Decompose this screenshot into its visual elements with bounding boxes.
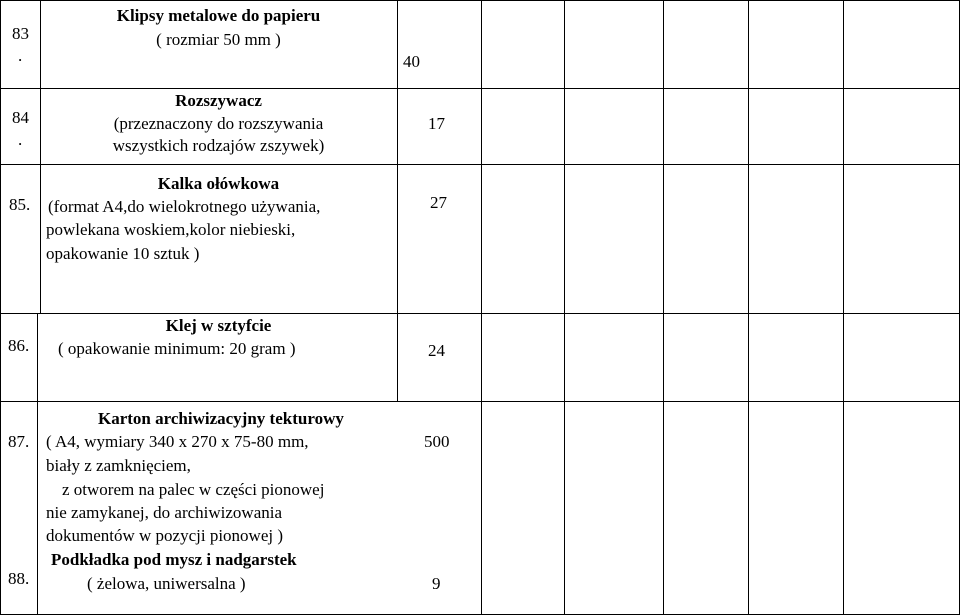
row-divider bbox=[0, 164, 960, 165]
item-description: powlekana woskiem,kolor niebieski, bbox=[46, 220, 296, 239]
item-description: opakowanie 10 sztuk ) bbox=[46, 244, 200, 263]
item-description: nie zamykanej, do archiwizowania bbox=[46, 503, 283, 522]
row-divider bbox=[0, 313, 960, 314]
item-quantity: 27 bbox=[430, 193, 447, 212]
item-description: ( opakowanie minimum: 20 gram ) bbox=[58, 339, 296, 358]
item-description: ( żelowa, uniwersalna ) bbox=[87, 574, 246, 593]
column-divider bbox=[481, 0, 482, 313]
column-divider bbox=[843, 0, 844, 313]
item-name: Podkładka pod mysz i nadgarstek bbox=[51, 550, 297, 569]
item-description: (przeznaczony do rozszywania bbox=[113, 114, 324, 133]
column-divider bbox=[481, 313, 482, 614]
item-name: Karton archiwizacyjny tekturowy bbox=[98, 409, 344, 428]
column-divider bbox=[564, 313, 565, 614]
column-divider bbox=[564, 0, 565, 313]
row-number-dot: . bbox=[18, 46, 23, 65]
column-divider bbox=[663, 0, 664, 313]
item-name: Klipsy metalowe do papieru bbox=[116, 6, 321, 25]
item-name: Kalka ołówkowa bbox=[157, 174, 280, 193]
row-number: 83 bbox=[12, 24, 29, 43]
row-divider bbox=[0, 0, 960, 1]
row-number: 88. bbox=[8, 569, 30, 588]
row-number: 84 bbox=[12, 108, 29, 127]
item-description: ( A4, wymiary 340 x 270 x 75-80 mm, bbox=[46, 432, 309, 451]
item-description: (format A4,do wielokrotnego używania, bbox=[48, 197, 321, 216]
row-number-dot: . bbox=[18, 130, 23, 149]
item-description: ( rozmiar 50 mm ) bbox=[156, 30, 281, 49]
column-divider bbox=[663, 313, 664, 614]
column-divider bbox=[37, 313, 38, 614]
item-description: dokumentów w pozycji pionowej ) bbox=[46, 526, 284, 545]
item-name: Klej w sztyfcie bbox=[165, 316, 272, 335]
column-divider bbox=[0, 0, 1, 614]
item-name: Rozszywacz bbox=[175, 91, 262, 110]
column-divider bbox=[843, 313, 844, 614]
row-number: 87. bbox=[8, 432, 30, 451]
item-quantity: 500 bbox=[424, 432, 450, 451]
column-divider bbox=[397, 313, 398, 401]
item-description: z otworem na palec w części pionowej bbox=[62, 480, 325, 499]
item-quantity: 40 bbox=[403, 52, 420, 71]
row-number: 85. bbox=[9, 195, 31, 214]
item-quantity: 24 bbox=[428, 341, 445, 360]
column-divider bbox=[748, 0, 749, 313]
item-description: biały z zamknięciem, bbox=[46, 456, 191, 475]
row-divider bbox=[0, 88, 960, 89]
row-divider bbox=[0, 401, 960, 402]
item-description: wszystkich rodzajów zszywek) bbox=[112, 136, 325, 155]
item-quantity: 9 bbox=[432, 574, 441, 593]
column-divider bbox=[748, 313, 749, 614]
row-number: 86. bbox=[8, 336, 30, 355]
column-divider bbox=[397, 0, 398, 313]
item-quantity: 17 bbox=[428, 114, 445, 133]
